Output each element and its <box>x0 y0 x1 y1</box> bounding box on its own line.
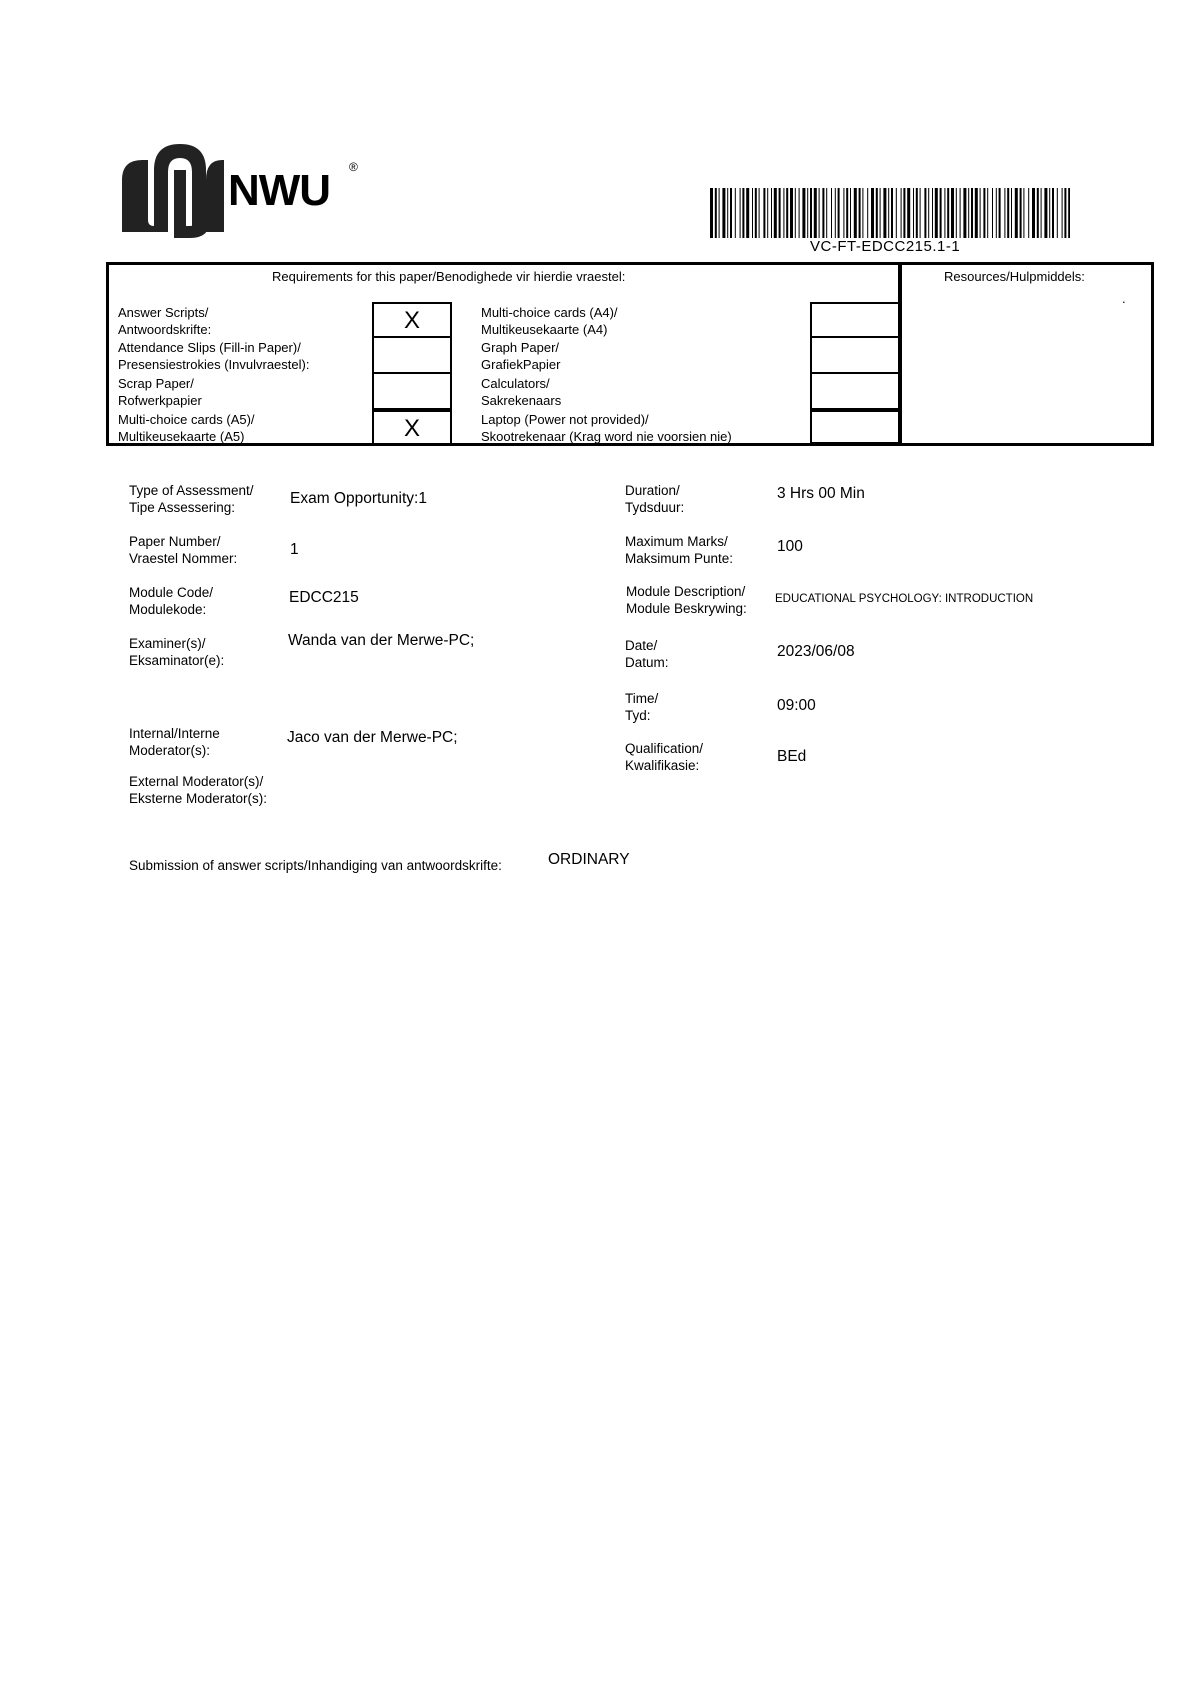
barcode-bar <box>1041 188 1042 238</box>
time-label: Time/ Tyd: <box>625 691 659 723</box>
barcode-bar <box>826 188 827 238</box>
barcode-bar <box>924 188 926 238</box>
req-multichoice-a4-checkbox[interactable] <box>810 302 900 338</box>
barcode-bar <box>940 188 942 238</box>
resources-mark: . <box>1122 291 1126 306</box>
internal-moderator-label: Internal/Interne Moderator(s): <box>129 726 220 758</box>
barcode-bar <box>814 188 817 238</box>
logo-text: NWU <box>228 166 331 215</box>
date-label: Date/ Datum: <box>625 638 669 670</box>
barcode-bar <box>867 188 868 238</box>
type-of-assessment-label: Type of Assessment/ Tipe Assessering: <box>129 483 254 515</box>
barcode-bar <box>746 188 749 238</box>
req-calculators-label: Calculators/ Sakrekenaars <box>481 376 562 408</box>
barcode-bar <box>779 188 781 238</box>
barcode-bar <box>876 188 878 238</box>
barcode-bar <box>1044 188 1047 238</box>
barcode-bar <box>987 188 988 238</box>
barcode-bar <box>843 188 844 238</box>
barcode-bar <box>730 188 732 238</box>
barcode-bar <box>810 188 812 238</box>
barcode-bar <box>960 188 961 238</box>
duration-label: Duration/ Tydsduur: <box>625 483 685 515</box>
internal-moderator-value: Jaco van der Merwe-PC; <box>287 729 458 746</box>
barcode-bar <box>983 188 985 238</box>
module-description-label: Module Description/ Module Beskrywing: <box>626 584 747 616</box>
req-attendance-slips-label: Attendance Slips (Fill-in Paper)/ Presensiestrokies (Invulvraestel): <box>118 340 310 372</box>
barcode-bar <box>763 188 765 238</box>
examiner-label: Examiner(s)/ Eksaminator(e): <box>129 636 225 668</box>
barcode-bar <box>928 188 929 238</box>
date-value: 2023/06/08 <box>777 643 855 660</box>
barcode-bar <box>859 188 861 238</box>
barcode-bar <box>1028 188 1029 238</box>
barcode-bar <box>1064 188 1066 238</box>
req-graph-paper-checkbox[interactable] <box>810 338 900 374</box>
barcode-bar <box>831 188 832 238</box>
req-graph-paper-label: Graph Paper/ GrafiekPapier <box>481 340 561 372</box>
barcode-bar <box>783 188 784 238</box>
barcode-bar <box>719 188 720 238</box>
barcode-bar <box>735 188 736 238</box>
module-description-value: EDUCATIONAL PSYCHOLOGY: INTRODUCTION <box>775 593 1034 605</box>
barcode-bar <box>896 188 897 238</box>
req-multichoice-a5-label: Multi-choice cards (A5)/ Multikeusekaarte (A5) <box>118 412 255 444</box>
req-scrap-paper-label: Scrap Paper/ Rofwerkpapier <box>118 376 202 408</box>
req-multichoice-a4-label: Multi-choice cards (A4)/ Multikeusekaarte (A4) <box>481 305 618 337</box>
maximum-marks-label: Maximum Marks/ Maksimum Punte: <box>625 534 734 566</box>
barcode-icon <box>710 188 1070 238</box>
barcode-bar <box>947 188 949 238</box>
barcode-bar <box>1068 188 1070 238</box>
submission-value: ORDINARY <box>548 851 630 868</box>
resources-box <box>898 262 1154 446</box>
barcode-bar <box>767 188 768 238</box>
barcode-bar <box>835 188 836 238</box>
barcode-bar <box>891 188 893 238</box>
barcode-bar <box>722 188 725 238</box>
barcode-bar <box>786 188 788 238</box>
barcode-bar <box>807 188 808 238</box>
barcode-bar <box>920 188 921 238</box>
barcode-bar <box>1032 188 1035 238</box>
barcode-bar <box>1020 188 1022 238</box>
registered-mark: ® <box>349 160 358 174</box>
barcode-bar <box>975 188 978 238</box>
qualification-label: Qualification/ Kwalifikasie: <box>625 741 704 773</box>
barcode-bar <box>935 188 938 238</box>
barcode-bar <box>1007 188 1009 238</box>
barcode-bar <box>963 188 966 238</box>
req-multichoice-a5-checkbox[interactable]: X <box>372 410 452 446</box>
barcode-bar <box>771 188 772 238</box>
submission-label: Submission of answer scripts/Inhandiging van antwoordskrifte: <box>129 858 502 873</box>
barcode-bar <box>999 188 1001 238</box>
barcode-bar <box>944 188 945 238</box>
qualification-value: BEd <box>777 748 807 765</box>
barcode-bar <box>795 188 796 238</box>
barcode-bar <box>710 188 713 238</box>
barcode-bar <box>1057 188 1058 238</box>
barcode-bar <box>854 188 857 238</box>
paper-number-label: Paper Number/ Vraestel Nommer: <box>129 534 238 566</box>
module-code-value: EDCC215 <box>289 589 359 606</box>
barcode-bar <box>774 188 777 238</box>
barcode-bar <box>799 188 800 238</box>
barcode-bar <box>1049 188 1050 238</box>
barcode-bar <box>888 188 889 238</box>
barcode-bar <box>1037 188 1039 238</box>
barcode-bar <box>838 188 840 238</box>
barcode-bar <box>1015 188 1018 238</box>
barcode-bar <box>913 188 914 238</box>
barcode-bar <box>968 188 969 238</box>
barcode-bar <box>862 188 863 238</box>
barcode-bar <box>901 188 902 238</box>
barcode-bar <box>992 188 993 238</box>
barcode-bar <box>932 188 933 238</box>
barcode-bar <box>1062 188 1063 238</box>
barcode-bar <box>907 188 910 238</box>
barcode-bar <box>740 188 741 238</box>
barcode-bar <box>846 188 848 238</box>
barcode-bar <box>1004 188 1005 238</box>
barcode-bar <box>715 188 717 238</box>
barcode-bar <box>903 188 905 238</box>
barcode-bar <box>916 188 918 238</box>
barcode-bar <box>850 188 851 238</box>
time-value: 09:00 <box>777 697 816 714</box>
barcode-bar <box>755 188 757 238</box>
barcode-bar <box>971 188 973 238</box>
barcode-bar <box>956 188 957 238</box>
barcode-bar <box>759 188 760 238</box>
barcode-bar <box>980 188 981 238</box>
module-code-label: Module Code/ Modulekode: <box>129 585 214 617</box>
req-scrap-paper-checkbox[interactable] <box>372 374 452 410</box>
barcode-bar <box>996 188 997 238</box>
barcode-bar <box>1052 188 1054 238</box>
requirements-title: Requirements for this paper/Benodighede vir hierdie vraestel: <box>272 269 626 284</box>
req-calculators-checkbox[interactable] <box>810 374 900 410</box>
barcode-bar <box>819 188 820 238</box>
barcode-bar <box>822 188 824 238</box>
barcode-bar <box>880 188 881 238</box>
barcode-bar <box>951 188 954 238</box>
barcode-bar <box>883 188 886 238</box>
resources-title: Resources/Hulpmiddels: <box>944 269 1085 284</box>
req-laptop-checkbox[interactable] <box>810 410 900 444</box>
barcode-bar <box>802 188 805 238</box>
barcode-bar <box>1023 188 1024 238</box>
barcode-bar <box>1011 188 1012 238</box>
req-answer-scripts-label: Answer Scripts/ Antwoordskrifte: <box>118 305 212 337</box>
examiner-value: Wanda van der Merwe-PC; <box>288 632 475 649</box>
external-moderator-label: External Moderator(s)/ Eksterne Moderator(s): <box>129 774 268 806</box>
barcode-bar <box>752 188 753 238</box>
duration-value: 3 Hrs 00 Min <box>777 485 865 502</box>
barcode-bar <box>871 188 874 238</box>
req-laptop-label: Laptop (Power not provided)/ Skootrekenaar (Krag word nie voorsien nie) <box>481 412 732 444</box>
barcode-text: VC-FT-EDCC215.1-1 <box>810 238 961 255</box>
barcode-bar <box>727 188 728 238</box>
barcode-bar <box>790 188 793 238</box>
barcode-bar <box>742 188 744 238</box>
paper-number-value: 1 <box>290 541 299 558</box>
type-of-assessment-value: Exam Opportunity:1 <box>290 490 427 507</box>
req-answer-scripts-checkbox[interactable]: X <box>372 302 452 338</box>
maximum-marks-value: 100 <box>777 538 803 555</box>
req-attendance-slips-checkbox[interactable] <box>372 338 452 374</box>
